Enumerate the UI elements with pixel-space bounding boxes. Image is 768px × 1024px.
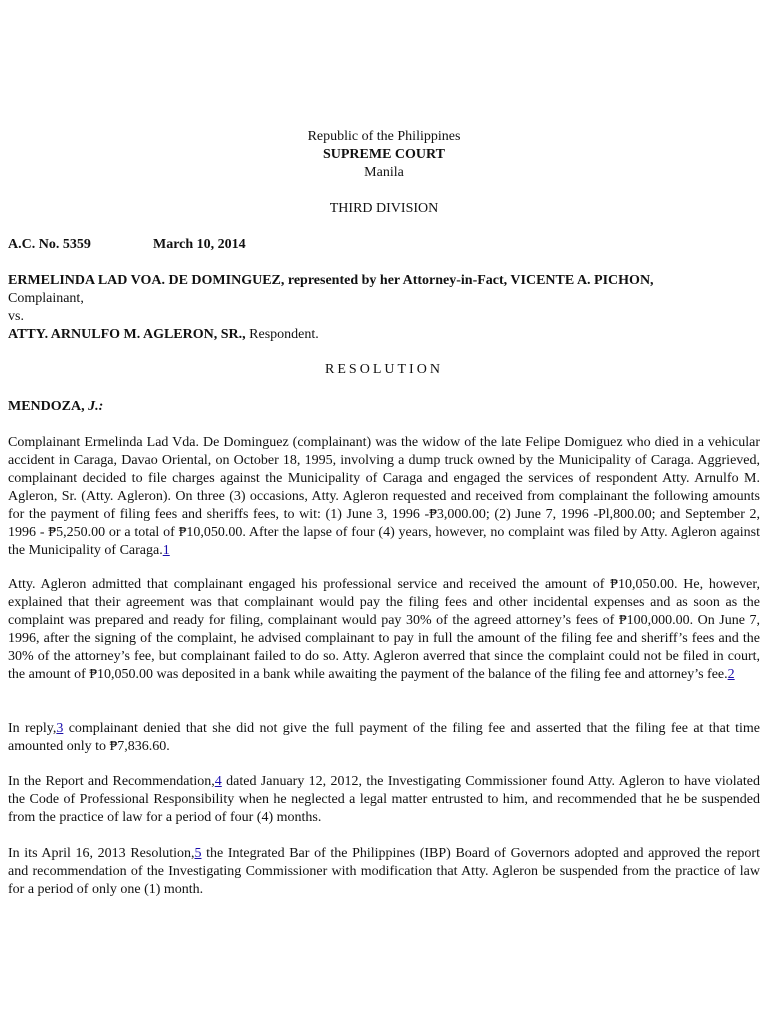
footnote-link-3[interactable]: 3 [56,721,64,736]
paragraph-4-lead: In the Report and Recommendation, [8,774,215,789]
complainant-name: ERMELINDA LAD VOA. DE DOMINGUEZ, represented by her Attorney-in-Fact, VICENTE A. PICHON, [8,273,654,288]
ponente-name: MENDOZA, [8,399,89,414]
paragraph-5-text: the Integrated Bar of the Philippines (IBP) Board of Governors adopted and approved the report and recommendation of the Investigating Commissioner with modification that Atty. Agleron be suspended from the practice of law for a period of only one (1) month. [8,846,760,897]
paragraph-1-text: Complainant Ermelinda Lad Vda. De Dominguez (complainant) was the widow of the late Felipe Domiguez who died in a vehicular accident in Caraga, Davao Oriental, on October 18, 1995, involving a dump truck owned by the Municipality of Caraga. Aggrieved, complainant decided to file charges against the Municipality of Caraga and engaged the services of respondent Atty. Arnulfo M. Agleron, Sr. (Atty. Agleron). On three (3) occasions, Atty. Agleron requested and received from complainant the following amounts for the payment of filing fees and sheriffs fees, to wit: (1) June 3, 1996 -₱3,000.00; (2) June 7, 1996 -Pl,800.00; and September 2, 1996 - ₱5,250.00 or a total of ₱10,050.00. After the lapse of four (4) years, however, no complaint was filed by Atty. Agleron against the Municipality of Caraga. [8,435,760,558]
respondent-line [8,326,760,344]
versus-text: vs. [8,309,24,324]
footnote-link-5[interactable]: 5 [194,846,202,861]
complainant-role: Complainant, [8,291,84,306]
ponente [8,399,760,415]
paragraph-4 [8,773,760,827]
respondent-name: ATTY. ARNULFO M. AGLERON, SR., [8,327,246,342]
footnote-link-1[interactable]: 1 [162,543,170,558]
republic-heading: Republic of the Philippines [307,129,461,144]
paragraph-1 [8,434,760,560]
paragraph-3 [8,720,760,756]
ponente-suffix: J.: [88,399,104,414]
paragraph-3-lead: In reply, [8,721,57,736]
footnote-link-2[interactable]: 2 [727,667,735,682]
division-heading: THIRD DIVISION [329,201,439,216]
footnote-link-4[interactable]: 4 [214,774,222,789]
case-number: A.C. No. 5359 [8,237,91,252]
resolution-title: RESOLUTION [325,362,443,377]
paragraph-2 [8,576,760,684]
respondent-role: Respondent. [245,327,319,342]
paragraph-5 [8,845,760,899]
case-date: March 10, 2014 [153,237,246,252]
paragraph-5-lead: In its April 16, 2013 Resolution, [8,846,195,861]
case-line [8,236,246,254]
paragraph-4-text: dated January 12, 2012, the Investigating Commissioner found Atty. Agleron to have violated the Code of Professional Responsibility when he neglected a legal matter entrusted to him, and recommended that he be suspended from the practice of law for a period of four (4) months. [8,774,760,825]
paragraph-3-text: complainant denied that she did not give the full payment of the filing fee and asserted that the filing fee at that time amounted only to ₱7,836.60. [8,721,760,754]
court-heading: SUPREME COURT [322,147,445,162]
parties-block [8,272,760,344]
city-heading: Manila [364,165,404,180]
paragraph-2-text: Atty. Agleron admitted that complainant engaged his professional service and received the amount of ₱10,050.00. He, however, explained that their agreement was that complainant would pay the filing fees and other incidental expenses and as soon as the complaint was prepared and ready for filing, complainant would pay 30% of the agreed attorney’s fees of ₱100,000.00. On June 7, 1996, after the signing of the complaint, he advised complainant to pay in full the amount of the filing fee and sheriff’s fees and the 30% of the attorney’s fee, but complainant failed to do so. Atty. Agleron averred that since the complaint could not be filed in court, the amount of ₱10,050.00 was deposited in a bank while awaiting the payment of the balance of the filing fee and attorney’s fee. [8,577,760,682]
